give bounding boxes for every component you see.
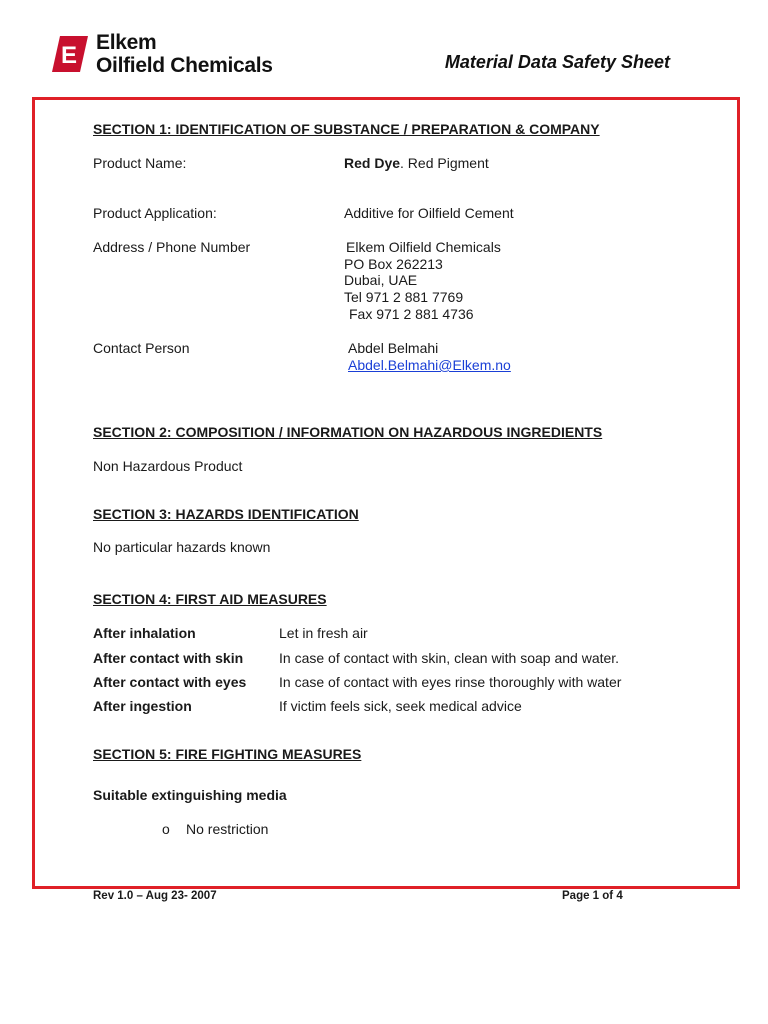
section3-text: No particular hazards known xyxy=(93,539,271,555)
product-name-bold: Red Dye xyxy=(344,155,401,171)
elkem-logo-icon xyxy=(50,34,90,74)
logo-text-line1: Elkem xyxy=(96,31,157,54)
contact-email-link[interactable]: Abdel.Belmahi@Elkem.no xyxy=(348,357,511,373)
section5-heading: SECTION 5: FIRE FIGHTING MEASURES xyxy=(93,746,362,762)
footer-page-number: Page 1 of 4 xyxy=(562,890,623,902)
product-name-label: Product Name: xyxy=(93,155,187,171)
section4-heading: SECTION 4: FIRST AID MEASURES xyxy=(93,591,327,607)
contact-label: Contact Person xyxy=(93,340,190,356)
footer-revision: Rev 1.0 – Aug 23- 2007 xyxy=(93,890,217,902)
first-aid-label: After contact with skin xyxy=(93,650,244,666)
logo-text-line2: Oilfield Chemicals xyxy=(96,54,273,77)
first-aid-value: In case of contact with skin, clean with soap and water. xyxy=(279,650,620,666)
first-aid-label: After ingestion xyxy=(93,698,192,714)
application-value: Additive for Oilfield Cement xyxy=(344,205,514,221)
address-line: Elkem Oilfield Chemicals xyxy=(346,239,501,255)
first-aid-label: After inhalation xyxy=(93,625,196,641)
product-name-value xyxy=(344,155,489,172)
address-label: Address / Phone Number xyxy=(93,239,251,255)
address-line: Dubai, UAE xyxy=(344,272,418,288)
bullet-icon: o xyxy=(162,821,170,837)
company-logo xyxy=(50,28,300,82)
product-name-rest: . Red Pigment xyxy=(400,155,489,171)
contact-name: Abdel Belmahi xyxy=(348,340,439,356)
section2-heading: SECTION 2: COMPOSITION / INFORMATION ON HAZARDOUS INGREDIENTS xyxy=(93,424,603,440)
address-line: PO Box 262213 xyxy=(344,256,443,272)
application-label: Product Application: xyxy=(93,205,217,221)
first-aid-value: In case of contact with eyes rinse thoroughly with water xyxy=(279,674,622,690)
section3-heading: SECTION 3: HAZARDS IDENTIFICATION xyxy=(93,506,359,522)
address-line: Tel 971 2 881 7769 xyxy=(344,289,464,305)
first-aid-value: Let in fresh air xyxy=(279,625,368,641)
first-aid-label: After contact with eyes xyxy=(93,674,247,690)
address-line: Fax 971 2 881 4736 xyxy=(349,306,474,322)
document-title: Material Data Safety Sheet xyxy=(444,52,670,72)
section5-subheading: Suitable extinguishing media xyxy=(93,787,287,803)
section1-heading: SECTION 1: IDENTIFICATION OF SUBSTANCE / PREPARATION & COMPANY xyxy=(93,121,600,137)
first-aid-value: If victim feels sick, seek medical advice xyxy=(279,698,522,714)
section2-text: Non Hazardous Product xyxy=(93,458,243,474)
svg-text:E: E xyxy=(60,42,78,69)
section5-bullet-text: No restriction xyxy=(186,821,269,837)
